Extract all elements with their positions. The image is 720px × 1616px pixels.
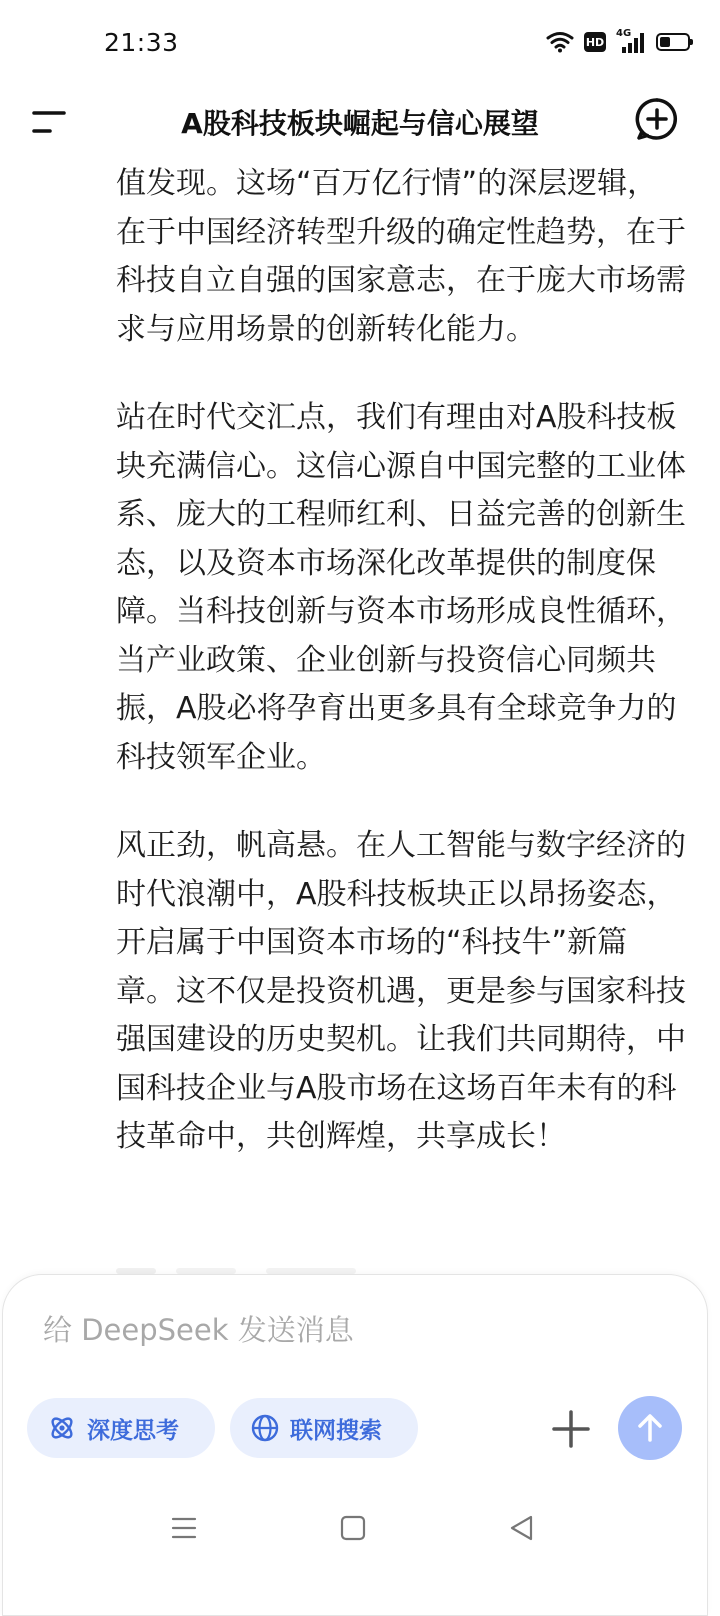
chat-title: A股科技板块崛起与信心展望 bbox=[181, 107, 539, 140]
send-button[interactable] bbox=[618, 1396, 682, 1460]
status-bar bbox=[0, 0, 720, 88]
battery-level bbox=[660, 37, 670, 47]
new-chat-icon bbox=[634, 96, 680, 142]
message-input[interactable] bbox=[41, 1305, 605, 1355]
status-icons bbox=[546, 30, 690, 54]
arrow-up-icon bbox=[634, 1412, 666, 1444]
message-paragraph: 风正劲，帆高悬。在人工智能与数字经济的时代浪潮中，A股科技板块正以昂扬姿态，开启属于中国资本市场的“科技牛”新篇章。这不仅是投资机遇，更是参与国家科技强国建设的历史契机。让我们共同期待，中国科技企业与A股市场在这场百年未有的科技革命中，共创辉煌，共享成长！ bbox=[116, 828, 686, 1154]
chat-header bbox=[0, 88, 720, 160]
plus-icon bbox=[551, 1409, 591, 1449]
nav-back-button[interactable] bbox=[502, 1508, 542, 1548]
new-chat-button[interactable] bbox=[634, 96, 680, 142]
wifi-icon bbox=[546, 31, 574, 53]
composer-panel bbox=[2, 1274, 708, 1616]
atom-icon bbox=[47, 1413, 77, 1443]
message-paragraph: 值发现。这场“百万亿行情”的深层逻辑，在于中国经济转型升级的确定性趋势，在于科技自立自强的国家意志，在于庞大市场需求与应用场景的创新转化能力。 bbox=[116, 166, 686, 347]
deep-think-label: 深度思考 bbox=[87, 1417, 179, 1444]
web-search-toggle[interactable] bbox=[230, 1398, 418, 1458]
hd-icon: HD bbox=[584, 32, 606, 52]
system-navigation-bar bbox=[0, 1490, 720, 1560]
network-type-label: 4G bbox=[616, 28, 632, 39]
status-time: 21:33 bbox=[104, 28, 179, 57]
recent-apps-icon bbox=[164, 1508, 204, 1548]
home-icon bbox=[333, 1508, 373, 1548]
web-search-label: 联网搜索 bbox=[290, 1417, 382, 1444]
battery-icon bbox=[656, 33, 690, 51]
assistant-message bbox=[116, 160, 686, 1162]
deep-think-toggle[interactable] bbox=[27, 1398, 215, 1458]
nav-menu-button[interactable] bbox=[164, 1508, 204, 1548]
message-paragraph: 站在时代交汇点，我们有理由对A股科技板块充满信心。这信心源自中国完整的工业体系、庞大的工程师红利、日益完善的创新生态，以及资本市场深化改革提供的制度保障。当科技创新与资本市场形成良性循环，当产业政策、企业创新与投资信心同频共振，A股必将孕育出更多具有全球竞争力的科技领军企业。 bbox=[116, 400, 686, 775]
attach-button[interactable] bbox=[551, 1409, 591, 1449]
globe-icon bbox=[250, 1413, 280, 1443]
signal-icon bbox=[616, 30, 646, 54]
back-icon bbox=[502, 1508, 542, 1548]
nav-home-button[interactable] bbox=[333, 1508, 373, 1548]
